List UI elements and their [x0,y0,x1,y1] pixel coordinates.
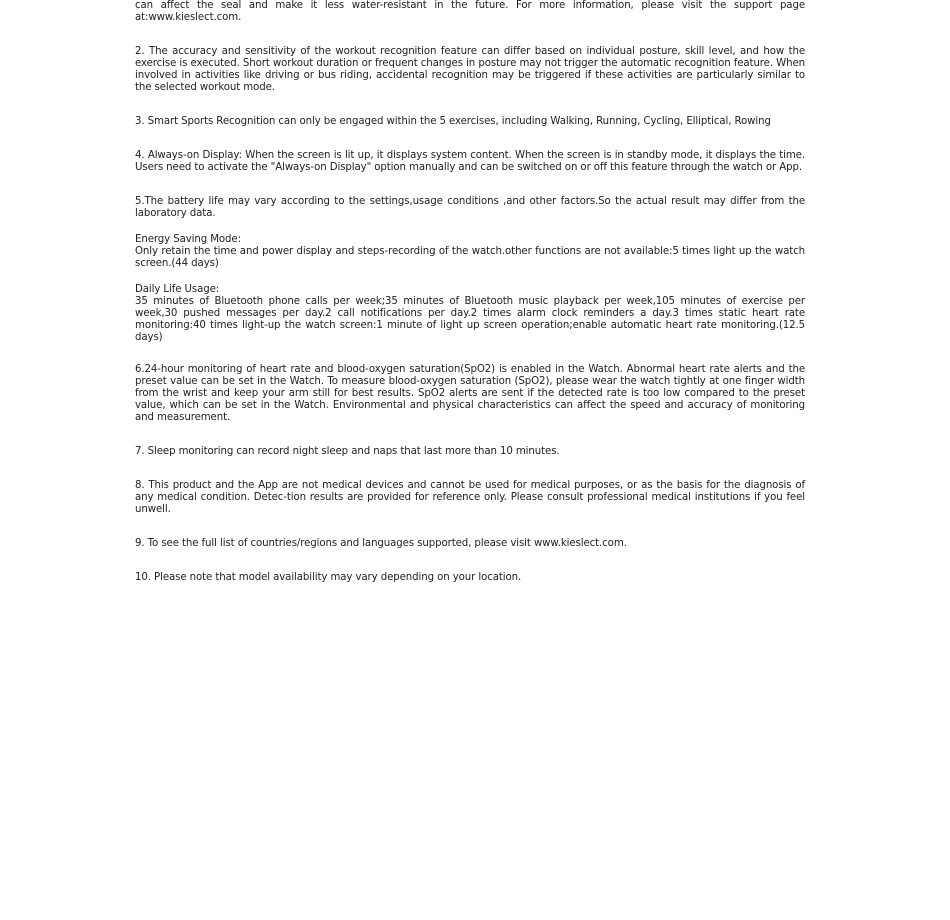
energy-saving-heading: Energy Saving Mode: [135,234,241,245]
daily-life-body: 35 minutes of Bluetooth phone calls per week;35 minutes of Bluetooth music playback per week,105 minutes of exercise per week,30 pushed messages per day.2 call notifications per day.2 times alarm clock reminders a day.3 times static heart rate monitoring:40 times light-up the watch screen:1 minute of light up screen operation;enable automatic heart rate monitoring.(12.5 days) [135,296,805,343]
note-item-1 [135,0,805,24]
note-item-7: 7. Sleep monitoring can record night sleep and naps that last more than 10 minutes. [135,446,560,457]
note-item-6: 6.24-hour monitoring of heart rate and blood-oxygen saturation(SpO2) is enabled in the Watch. Abnormal heart rate alerts and the preset value can be set in the Watch. To measure blood-oxygen saturation (SpO2), please wear the watch tightly at one finger width from the wrist and keep your arm still for best results. SpO2 alerts are sent if the detected rate is too low compared to the preset value, which can be set in the Watch. Environmental and physical characteristics can affect the speed and accuracy of monitoring and measurement. [135,364,805,423]
daily-life-heading: Daily Life Usage: [135,284,220,295]
note-item-8: 8. This product and the App are not medical devices and cannot be used for medical purposes, or as the basis for the diagnosis of any medical condition. Detec-tion results are provided for reference only. Please consult professional medical institutions if you feel unwell. [135,480,805,515]
note-item-9: 9. To see the full list of countries/regions and languages supported, please visit www.kieslect.com. [135,538,627,549]
note-item-3: 3. Smart Sports Recognition can only be engaged within the 5 exercises, including Walking, Running, Cycling, Elliptical, Rowing [135,116,771,127]
product-notes [135,0,805,584]
note-item-5: 5.The battery life may vary according to the settings,usage conditions ,and other factors.So the actual result may differ from the laboratory data. [135,196,805,219]
energy-saving-body: Only retain the time and power display and steps-recording of the watch.other functions are not available:5 times light up the watch screen.(44 days) [135,246,805,269]
daily-life-section [135,284,805,344]
note-item-4: 4. Always-on Display: When the screen is lit up, it displays system content. When the screen is in standby mode, it displays the time. Users need to activate the "Always-on Display" option manually and can be switched on or off this feature through the watch or App. [135,150,805,173]
note-item-2: 2. The accuracy and sensitivity of the workout recognition feature can differ based on individual posture, skill level, and how the exercise is executed. Short workout duration or frequent changes in posture may not trigger the automatic recognition feature. When involved in activities like driving or bus riding, accidental recognition may be triggered if these activities are particularly similar to the selected workout mode. [135,46,805,93]
energy-saving-section [135,234,805,270]
note-item-10: 10. Please note that model availability may vary depending on your location. [135,572,522,583]
note-item-1-line-b: can affect the seal and make it less water-resistant in the future. For more information, please visit the support page at:www.kieslect.com. [135,0,805,23]
